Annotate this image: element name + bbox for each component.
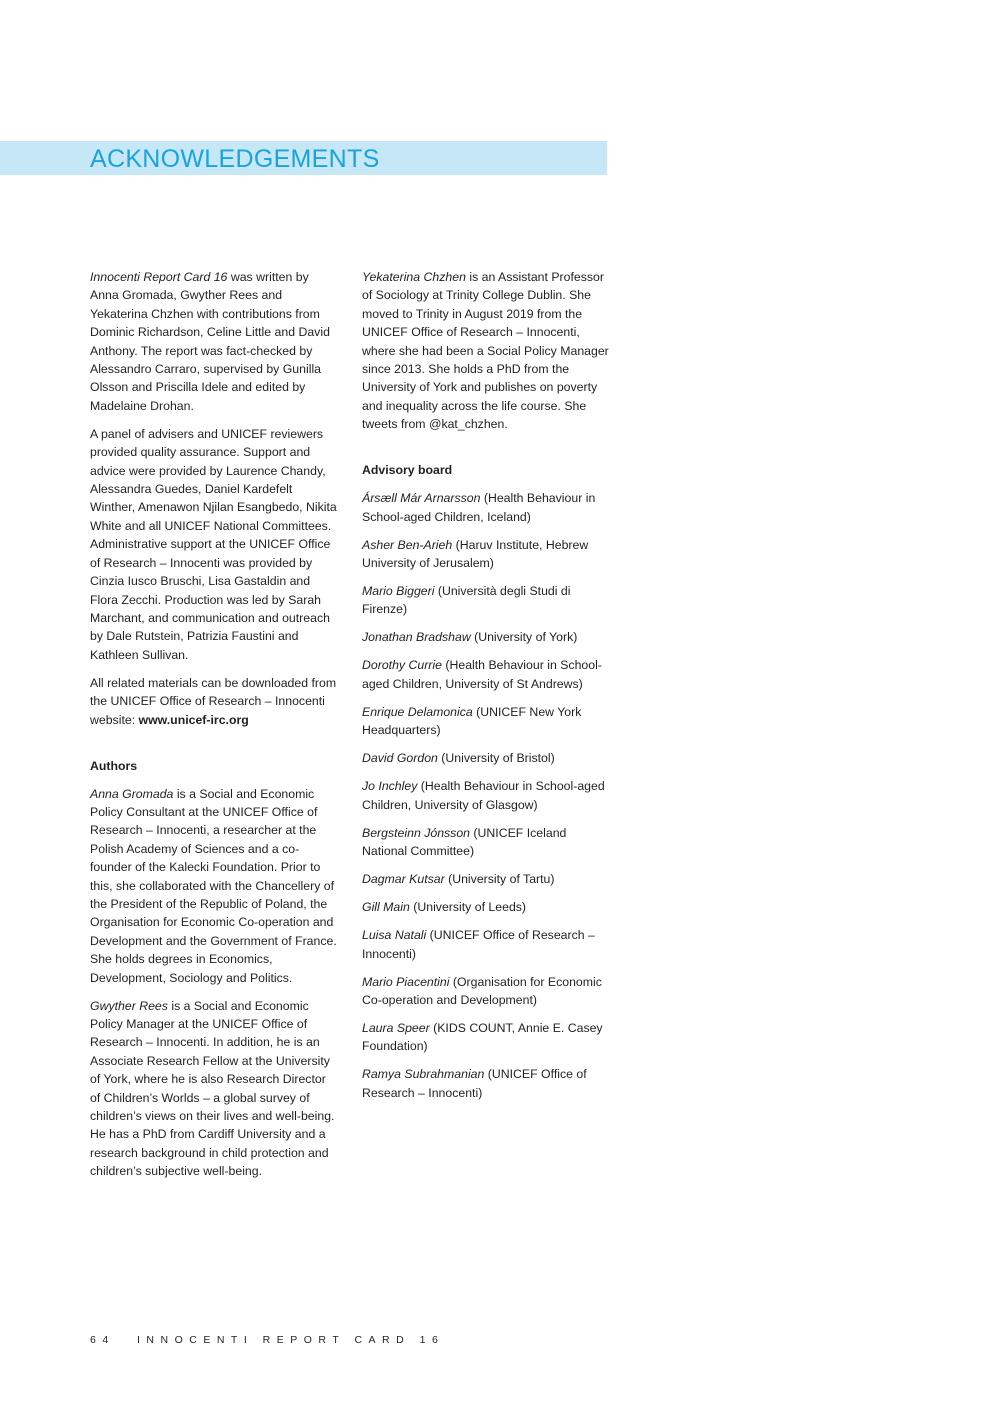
member-affiliation: (UNICEF Office of Research – Innocenti) [362, 928, 595, 961]
member-affiliation: (KIDS COUNT, Annie E. Casey Foundation) [362, 1020, 603, 1054]
member-affiliation: (Health Behaviour in School-aged Children, University of St Andrews) [362, 658, 602, 691]
right-column [362, 268, 612, 1112]
member-affiliation: (Organisation for Economic Co-operation and Development) [362, 974, 602, 1007]
author-bio: is an Assistant Professor of Sociology at Trinity College Dublin. She moved to Trinity in August 2019 from the UNICEF Office of Research – Innocenti, where she had been a Social Policy Manager since 2013. She holds a PhD from the University of York and publishes on poverty and inequality across the life course. She tweets from @kat_chzhen. [362, 270, 609, 432]
member-name: Jonathan Bradshaw [362, 630, 471, 645]
intro-text: was written by Anna Gromada, Gwyther Rees and Yekaterina Chzhen with contributions from Dominic Richardson, Celine Little and David Anthony. The report was fact-checked by Alessandro Carraro, supervised by Gunilla Olsson and Priscilla Idele and edited by Madelaine Drohan. [90, 270, 330, 413]
member-name: Enrique Delamonica [362, 704, 473, 719]
advisory-member [362, 1065, 612, 1102]
materials-paragraph [90, 674, 338, 729]
member-affiliation: (Health Behaviour in School-aged Children, Iceland) [362, 491, 596, 524]
advisory-member [362, 1019, 612, 1056]
member-name: Ársæll Már Arnarsson [362, 491, 481, 506]
member-name: Luisa Natali [362, 928, 427, 943]
panel-paragraph: A panel of advisers and UNICEF reviewers provided quality assurance. Support and advice were provided by Laurence Chandy, Alessandra Guedes, Daniel Kardefelt Winther, Amenawon Njilan Esangbedo, Nikita White and all UNICEF National Committees. Administrative support at the UNICEF Office of Research – Innocenti was provided by Cinzia Iusco Bruschi, Lisa Gastaldin and Flora Zecchi. Production was led by Sarah Marchant, and communication and outreach by Dale Rutstein, Patrizia Faustini and Kathleen Sullivan. [90, 426, 337, 662]
member-name: Jo Inchley [362, 779, 418, 794]
member-affiliation: (University of Leeds) [409, 900, 527, 915]
member-name: Mario Piacentini [362, 974, 450, 989]
intro-paragraph [90, 268, 338, 415]
member-affiliation: (University of Tartu) [444, 872, 555, 887]
advisory-member [362, 656, 612, 693]
member-name: David Gordon [362, 751, 438, 766]
member-affiliation: (University of Bristol) [437, 751, 555, 766]
member-affiliation: (Haruv Institute, Hebrew University of Jerusalem) [362, 537, 589, 571]
member-name: Dagmar Kutsar [362, 872, 445, 887]
member-affiliation: (UNICEF New York Headquarters) [362, 704, 582, 738]
materials-text: All related materials can be downloaded from the UNICEF Office of Research – Innocenti website: [90, 675, 337, 727]
author-name: Anna Gromada [90, 786, 174, 801]
member-name: Gill Main [362, 900, 410, 915]
member-name: Mario Biggeri [362, 584, 435, 599]
author-bio-rees [90, 997, 338, 1181]
publication-name: INNOCENTI REPORT CARD 16 [137, 1334, 445, 1346]
authors-heading: Authors [90, 758, 138, 773]
title-band [0, 141, 607, 175]
member-affiliation: (Health Behaviour in School-aged Children, University of Glasgow) [362, 779, 605, 812]
member-name: Asher Ben-Arieh [362, 537, 453, 552]
author-name: Yekaterina Chzhen [362, 270, 466, 284]
author-bio: is a Social and Economic Policy Consultant at the UNICEF Office of Research – Innocenti, a researcher at the Polish Academy of Sciences and a co-founder of the Kalecki Foundation. Prior to this, she collaborated with the Chancellery of the President of the Republic of Poland, the Organisation for Economic Co-operation and Development and the Government of France. She holds degrees in Economics, Development, Sociology and Politics. [90, 786, 337, 985]
author-bio-gromada [90, 785, 338, 987]
member-name: Dorothy Currie [362, 658, 442, 673]
member-name: Laura Speer [362, 1020, 430, 1035]
advisory-member [362, 489, 612, 526]
advisory-member [362, 582, 612, 619]
page-number: 64 [90, 1334, 115, 1346]
advisory-board-list [362, 489, 612, 1102]
advisory-member [362, 870, 612, 888]
advisory-board-heading: Advisory board [362, 463, 453, 478]
member-name: Ramya Subrahmanian [362, 1067, 485, 1082]
website-link[interactable]: www.unicef-irc.org [138, 712, 249, 727]
advisory-member [362, 898, 612, 916]
member-affiliation: (UNICEF Office of Research – Innocenti) [362, 1067, 587, 1100]
advisory-member [362, 824, 612, 861]
author-bio-chzhen [362, 268, 612, 434]
author-bio: is a Social and Economic Policy Manager at the UNICEF Office of Research – Innocenti. In addition, he is an Associate Research Fellow at the University of York, where he is also Research Director of Children’s Worlds – a global survey of children’s views on their lives and well-being. He has a PhD from Cardiff University and a research background in child protection and children’s subjective well-being. [90, 998, 335, 1179]
author-name: Gwyther Rees [90, 998, 168, 1013]
left-column [90, 268, 338, 1190]
page-footer [90, 1333, 444, 1347]
advisory-member [362, 703, 612, 740]
report-title: Innocenti Report Card 16 [90, 270, 228, 284]
advisory-member [362, 777, 612, 814]
member-affiliation: (Università degli Studi di Firenze) [362, 584, 571, 617]
advisory-member [362, 628, 612, 646]
advisory-member [362, 926, 612, 963]
member-affiliation: (University of York) [470, 630, 578, 645]
advisory-member [362, 536, 612, 573]
member-affiliation: (UNICEF Iceland National Committee) [362, 825, 567, 859]
member-name: Bergsteinn Jónsson [362, 825, 471, 840]
advisory-member [362, 973, 612, 1010]
page-title: ACKNOWLEDGEMENTS [90, 145, 380, 173]
advisory-member [362, 749, 612, 767]
